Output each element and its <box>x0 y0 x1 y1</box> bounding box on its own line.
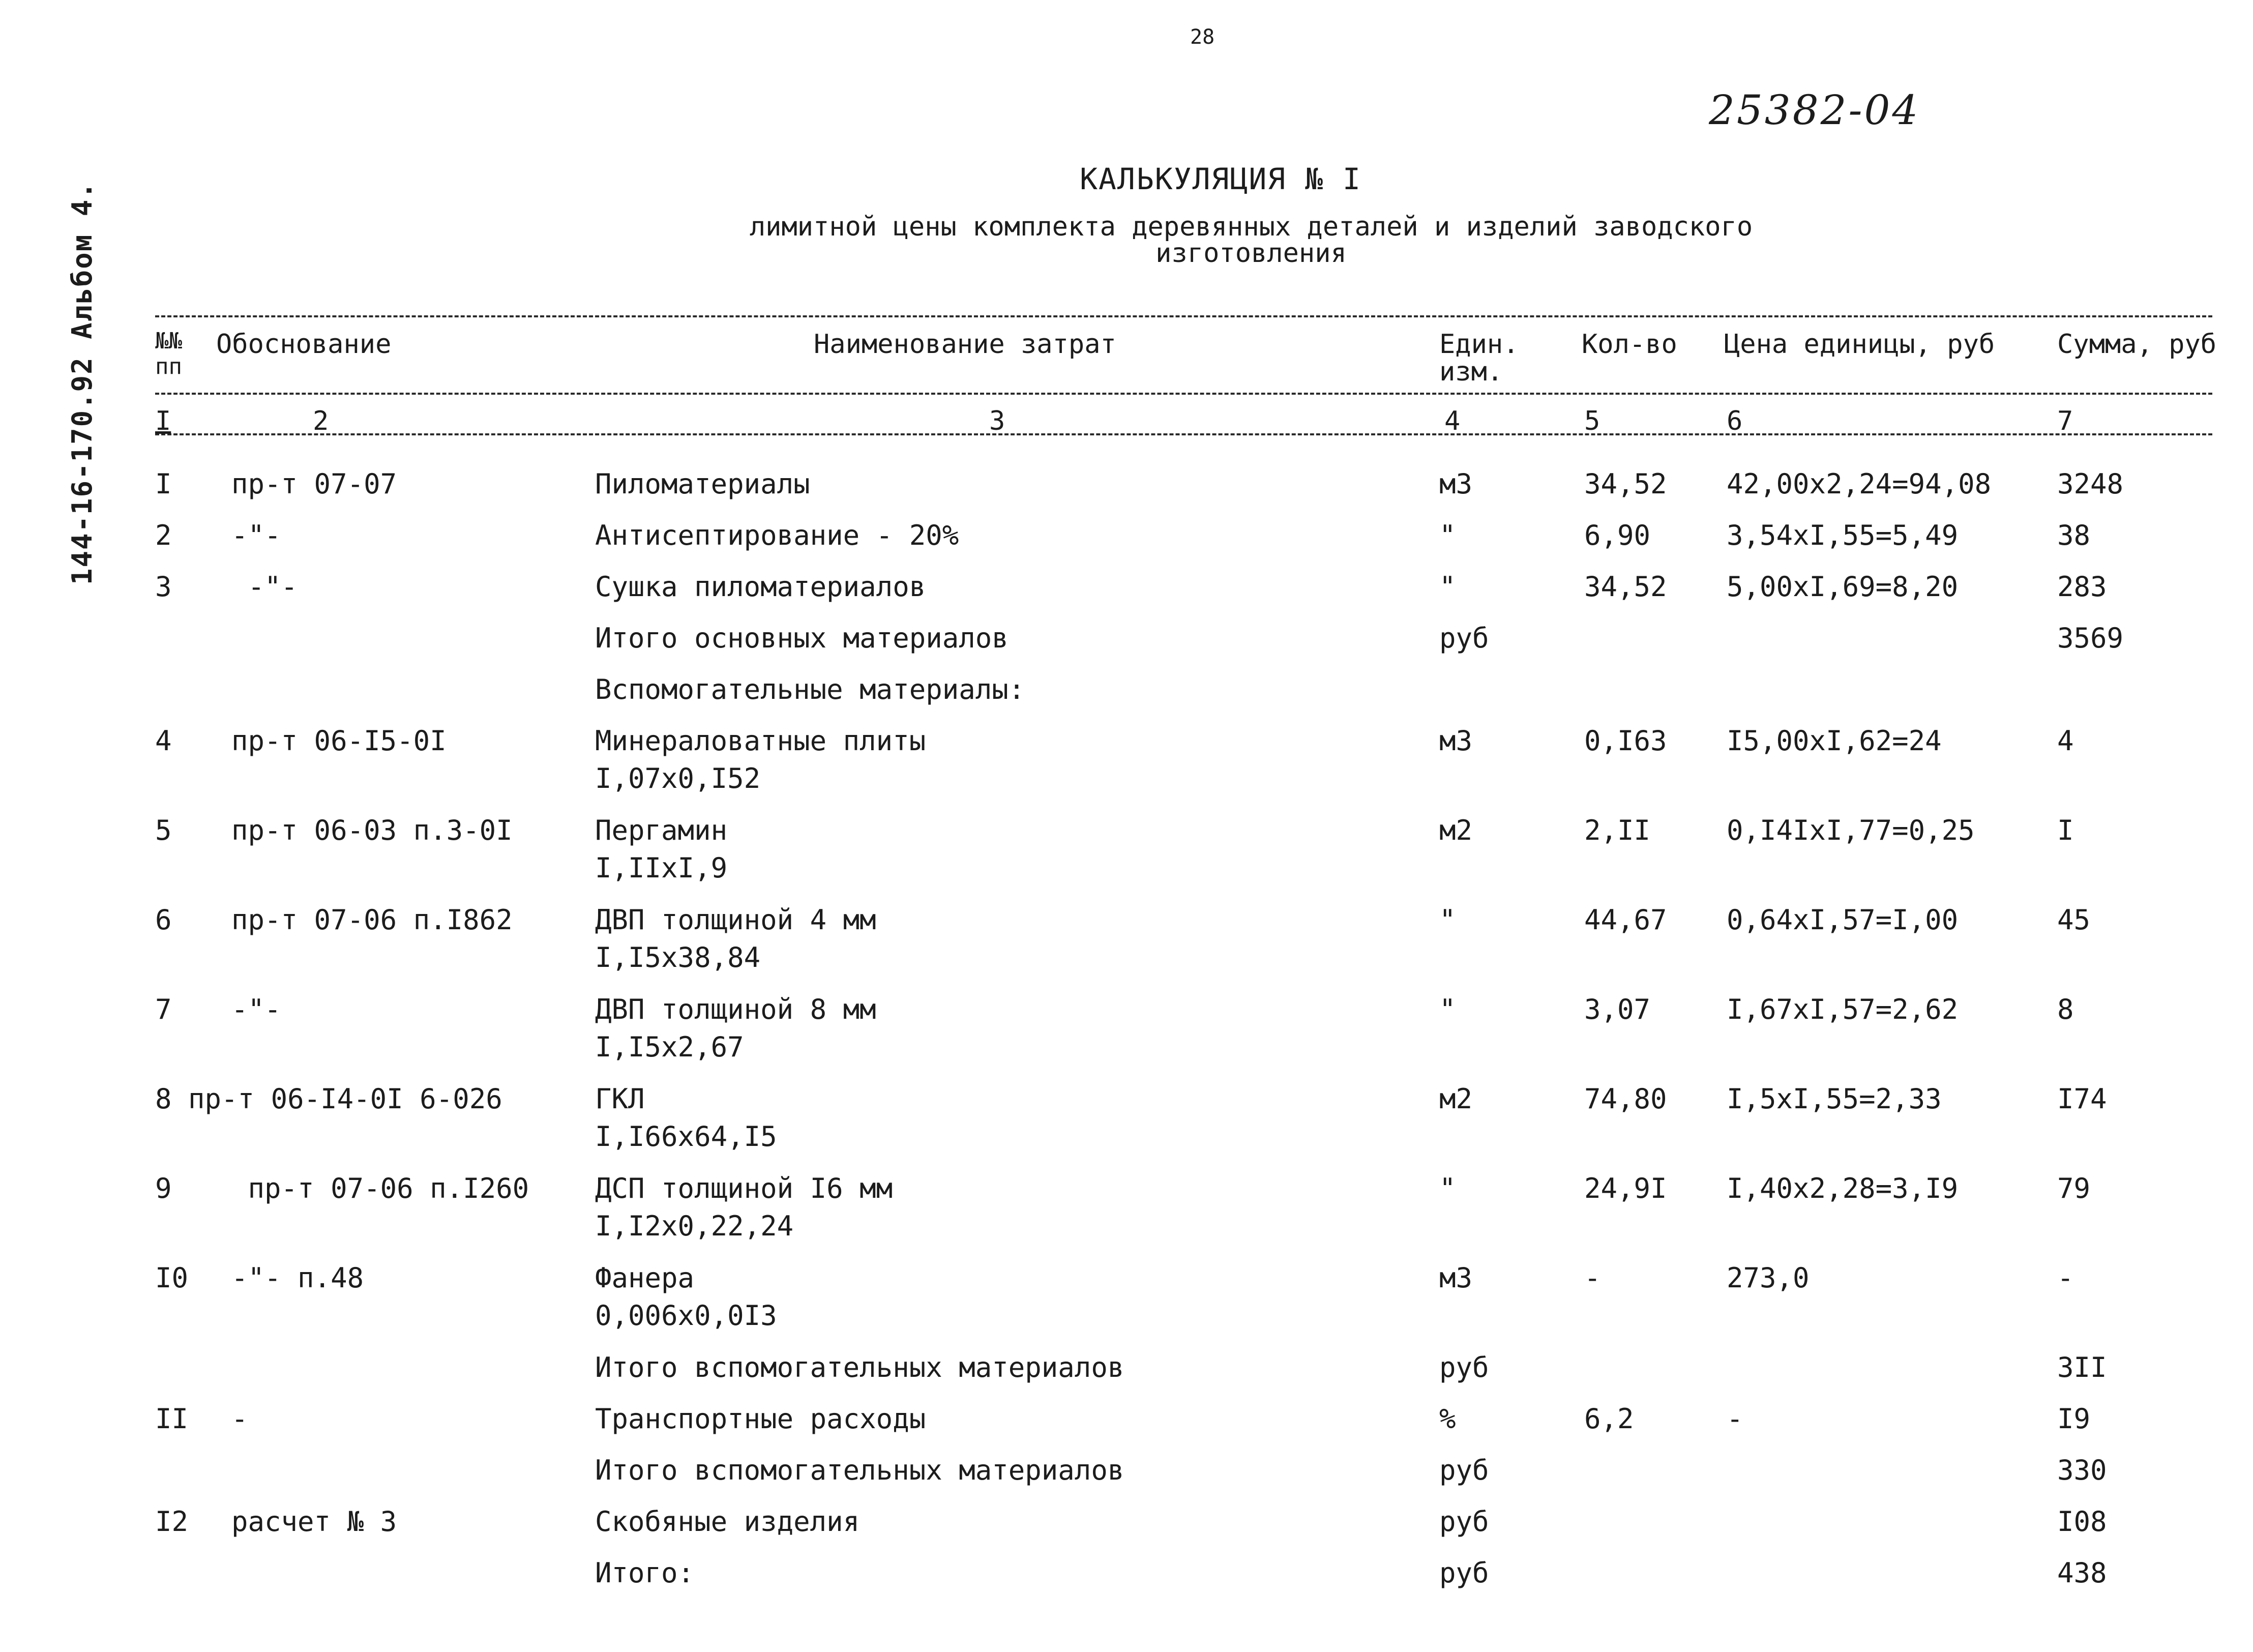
row-unit-price: - <box>1727 1403 1743 1435</box>
row-cost-name-line: Пергамин <box>595 814 728 846</box>
row-cost-name-line: Минераловатные плиты <box>595 725 926 757</box>
header-cost-name: Наименование затрат <box>814 329 1116 360</box>
column-number: 4 <box>1444 406 1461 436</box>
subtitle-line-2: изготовления <box>1155 238 1347 269</box>
row-cost-name: Итого основных материалов <box>595 622 1009 654</box>
row-unit: м2 <box>1439 1083 1473 1115</box>
row-cost-formula: I,I5x2,67 <box>595 1031 744 1063</box>
header-unit: Един. изм. <box>1439 329 1519 387</box>
row-sum: I74 <box>2057 1083 2107 1115</box>
table-row <box>0 722 2253 794</box>
row-cost-name <box>595 812 727 887</box>
table-row-total <box>0 1554 2253 1605</box>
row-unit: м3 <box>1439 725 1473 757</box>
row-unit: руб <box>1439 1454 1489 1486</box>
table-row <box>0 1170 2253 1242</box>
row-cost-formula: 0,006x0,0I3 <box>595 1300 777 1332</box>
row-unit: руб <box>1439 622 1489 654</box>
row-unit: " <box>1439 571 1456 603</box>
row-basis: -"- <box>231 571 298 603</box>
row-basis: расчет № 3 <box>231 1506 397 1538</box>
row-cost-name: Итого вспомогательных материалов <box>595 1351 1124 1383</box>
row-cost-formula: I,I5x38,84 <box>595 941 761 973</box>
row-cost-name <box>595 1170 893 1245</box>
row-cost-name: Антисептирование - 20% <box>595 519 959 551</box>
row-quantity: - <box>1584 1262 1601 1294</box>
table-row <box>0 1503 2253 1554</box>
table-row <box>0 517 2253 568</box>
row-quantity: 34,52 <box>1584 468 1667 500</box>
row-unit-price: I5,00xI,62=24 <box>1727 725 1942 757</box>
row-cost-name-line: ГКЛ <box>595 1083 645 1115</box>
row-unit: " <box>1439 904 1456 936</box>
row-cost-formula: I,I2x0,22,24 <box>595 1210 794 1242</box>
row-quantity: 3,07 <box>1584 993 1651 1025</box>
row-sum: 3569 <box>2057 622 2124 654</box>
row-basis: -"- <box>231 993 281 1025</box>
row-sum: 4 <box>2057 725 2074 757</box>
row-cost-name <box>595 901 876 977</box>
row-number: I2 <box>155 1506 189 1538</box>
row-basis: - <box>231 1403 248 1435</box>
row-number: 7 <box>155 993 172 1025</box>
row-basis: пр-т 07-07 <box>231 468 397 500</box>
row-quantity: 6,2 <box>1584 1403 1634 1435</box>
header-basis: Обоснование <box>216 329 392 360</box>
column-number: 2 <box>313 406 329 436</box>
row-number: 3 <box>155 571 172 603</box>
album-side-label: 144-16-170.92 Альбом 4. <box>66 181 98 585</box>
row-unit: % <box>1439 1403 1456 1435</box>
row-cost-name: Скобяные изделия <box>595 1506 860 1538</box>
row-cost-name-line: ДВП толщиной 8 мм <box>595 993 876 1025</box>
row-unit-price: I,67xI,57=2,62 <box>1727 993 1959 1025</box>
row-unit-price: 0,64xI,57=I,00 <box>1727 904 1959 936</box>
table-row <box>0 812 2253 884</box>
row-cost-formula: I,IIxI,9 <box>595 852 728 884</box>
subtitle-line-1: лимитной цены комплекта деревянных деталей и изделий заводского <box>749 212 1753 242</box>
header-quantity: Кол-во <box>1582 329 1677 360</box>
row-sum: 3248 <box>2057 468 2124 500</box>
row-quantity: 0,I63 <box>1584 725 1667 757</box>
row-basis: пр-т 07-06 п.I862 <box>231 904 513 936</box>
row-number: 4 <box>155 725 172 757</box>
row-quantity: 2,II <box>1584 814 1651 846</box>
table-row <box>0 991 2253 1063</box>
column-number: I <box>155 406 171 436</box>
row-quantity: 74,80 <box>1584 1083 1667 1115</box>
row-cost-name: Итого вспомогательных материалов <box>595 1454 1124 1486</box>
row-sum: 79 <box>2057 1172 2091 1204</box>
row-number: 9 <box>155 1172 172 1204</box>
row-cost-name: Транспортные расходы <box>595 1403 926 1435</box>
row-sum: I <box>2057 814 2074 846</box>
row-quantity: 34,52 <box>1584 571 1667 603</box>
row-sum: 438 <box>2057 1557 2107 1589</box>
row-cost-name-line: Фанера <box>595 1262 695 1294</box>
row-basis: пр-т 07-06 п.I260 <box>231 1172 529 1204</box>
row-sum: 8 <box>2057 993 2074 1025</box>
column-number: 5 <box>1584 406 1600 436</box>
row-sum: 38 <box>2057 519 2091 551</box>
row-sum: I9 <box>2057 1403 2091 1435</box>
row-unit: м3 <box>1439 1262 1473 1294</box>
row-cost-name-line: ДСП толщиной I6 мм <box>595 1172 893 1204</box>
row-cost-formula: I,07x0,I52 <box>595 762 761 794</box>
table-row <box>0 465 2253 516</box>
row-number: 6 <box>155 904 172 936</box>
row-number: I <box>155 468 172 500</box>
table-row <box>0 568 2253 619</box>
row-cost-name: Итого: <box>595 1557 695 1589</box>
row-basis: -"- <box>231 519 281 551</box>
row-unit: " <box>1439 1172 1456 1204</box>
row-cost-name <box>595 1259 777 1335</box>
row-sum: 45 <box>2057 904 2091 936</box>
row-basis: -"- п.48 <box>231 1262 364 1294</box>
row-cost-name: Вспомогательные материалы: <box>595 673 1025 705</box>
header-unit-price: Цена единицы, руб <box>1724 329 1995 360</box>
column-number: 3 <box>989 406 1005 436</box>
column-number: 7 <box>2057 406 2073 436</box>
row-quantity: 44,67 <box>1584 904 1667 936</box>
row-number: II <box>155 1403 189 1435</box>
row-unit: м2 <box>1439 814 1473 846</box>
row-sum: 330 <box>2057 1454 2107 1486</box>
row-number: 2 <box>155 519 172 551</box>
header-row-number: №№ пп <box>155 328 182 379</box>
table-row-subtotal <box>0 620 2253 670</box>
row-unit: " <box>1439 993 1456 1025</box>
table-row-section-heading <box>0 671 2253 722</box>
row-sum: I08 <box>2057 1506 2107 1538</box>
row-unit-price: 42,00x2,24=94,08 <box>1727 468 1992 500</box>
table-row-subtotal <box>0 1349 2253 1400</box>
calculation-title: КАЛЬКУЛЯЦИЯ № I <box>1080 162 1361 196</box>
row-quantity: 24,9I <box>1584 1172 1667 1204</box>
row-cost-name <box>595 1080 777 1156</box>
table-row-subtotal <box>0 1452 2253 1502</box>
row-sum: - <box>2057 1262 2074 1294</box>
row-basis: пр-т 06-03 п.3-0I <box>231 814 513 846</box>
row-number: I0 <box>155 1262 189 1294</box>
row-unit-price: 5,00xI,69=8,20 <box>1727 571 1959 603</box>
row-cost-name: Пиломатериалы <box>595 468 810 500</box>
row-cost-name-line: ДВП толщиной 4 мм <box>595 904 876 936</box>
page-number: 28 <box>1190 25 1215 49</box>
row-sum: 283 <box>2057 571 2107 603</box>
table-row <box>0 1080 2253 1153</box>
row-cost-name <box>595 722 926 798</box>
row-unit: м3 <box>1439 468 1473 500</box>
column-number: 6 <box>1727 406 1743 436</box>
row-unit: руб <box>1439 1506 1489 1538</box>
table-row <box>0 1400 2253 1451</box>
row-cost-name: Сушка пиломатериалов <box>595 571 926 603</box>
header-sum: Сумма, руб <box>2057 329 2217 360</box>
row-basis: пр-т 06-I5-0I <box>231 725 447 757</box>
row-unit: руб <box>1439 1557 1489 1589</box>
row-cost-formula: I,I66x64,I5 <box>595 1120 777 1153</box>
row-unit-price: I,40x2,28=3,I9 <box>1727 1172 1959 1204</box>
table-row <box>0 1259 2253 1332</box>
row-unit-price: 0,I4IxI,77=0,25 <box>1727 814 1975 846</box>
row-unit-price: 3,54xI,55=5,49 <box>1727 519 1959 551</box>
row-number: 5 <box>155 814 172 846</box>
row-unit-price: I,5xI,55=2,33 <box>1727 1083 1942 1115</box>
row-sum: 3II <box>2057 1351 2107 1383</box>
row-quantity: 6,90 <box>1584 519 1651 551</box>
row-unit: " <box>1439 519 1456 551</box>
row-number-and-basis: 8 пр-т 06-I4-0I 6-026 <box>155 1083 502 1115</box>
row-cost-name <box>595 991 876 1066</box>
table-row <box>0 901 2253 973</box>
row-unit: руб <box>1439 1351 1489 1383</box>
row-unit-price: 273,0 <box>1727 1262 1810 1294</box>
document-code: 25382-04 <box>1709 86 1920 134</box>
